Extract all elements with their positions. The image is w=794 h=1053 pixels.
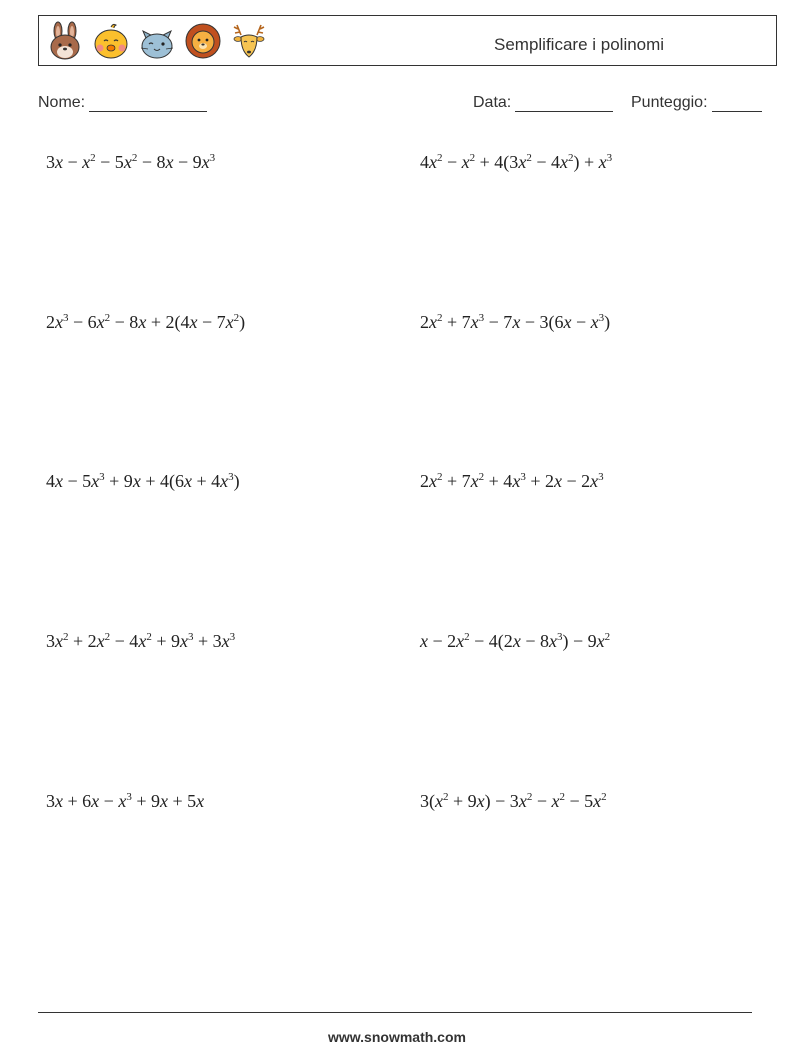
score-label: Punteggio:	[631, 94, 708, 111]
problem-1: $3x - x^2 - 5x^2 - 8x - 9x^3$	[46, 152, 216, 172]
date-field	[473, 94, 613, 112]
problem-3: $2x^3 - 6x^2 - 8x + 2(4x - 7x^2)$	[46, 312, 246, 332]
animal-icons	[45, 21, 269, 61]
name-field	[38, 94, 207, 112]
date-label: Data:	[473, 94, 512, 111]
chick-icon	[91, 21, 131, 61]
problem-10: $3(x^2 + 9x) - 3x^2 - x^2 - 5x^2$	[420, 791, 607, 811]
lion-icon	[183, 21, 223, 61]
footer-url: www.snowmath.com	[328, 1029, 466, 1045]
score-blank	[712, 95, 762, 112]
problem-8: $x - 2x^2 - 4(2x - 8x^3) - 9x^2$	[420, 631, 611, 651]
problem-9: $3x + 6x - x^3 + 9x + 5x$	[46, 791, 205, 811]
problem-2: $4x^2 - x^2 + 4(3x^2 - 4x^2) + x^3$	[420, 152, 613, 172]
header-box	[38, 15, 777, 66]
name-blank	[89, 95, 207, 112]
score-field	[631, 94, 762, 112]
problem-7: $3x^2 + 2x^2 - 4x^2 + 9x^3 + 3x^3$	[46, 631, 236, 651]
name-label: Nome:	[38, 94, 86, 111]
footer-divider	[38, 1012, 752, 1013]
deer-icon	[229, 21, 269, 61]
date-blank	[515, 95, 613, 112]
cat-icon	[137, 21, 177, 61]
problem-6: $2x^2 + 7x^2 + 4x^3 + 2x - 2x^3$	[420, 471, 604, 491]
worksheet-title: Semplificare i polinomi	[494, 35, 665, 54]
problem-4: $2x^2 + 7x^3 - 7x - 3(6x - x^3)$	[420, 312, 611, 332]
problem-5: $4x - 5x^3 + 9x + 4(6x + 4x^3)$	[46, 471, 240, 491]
rabbit-icon	[45, 21, 85, 61]
